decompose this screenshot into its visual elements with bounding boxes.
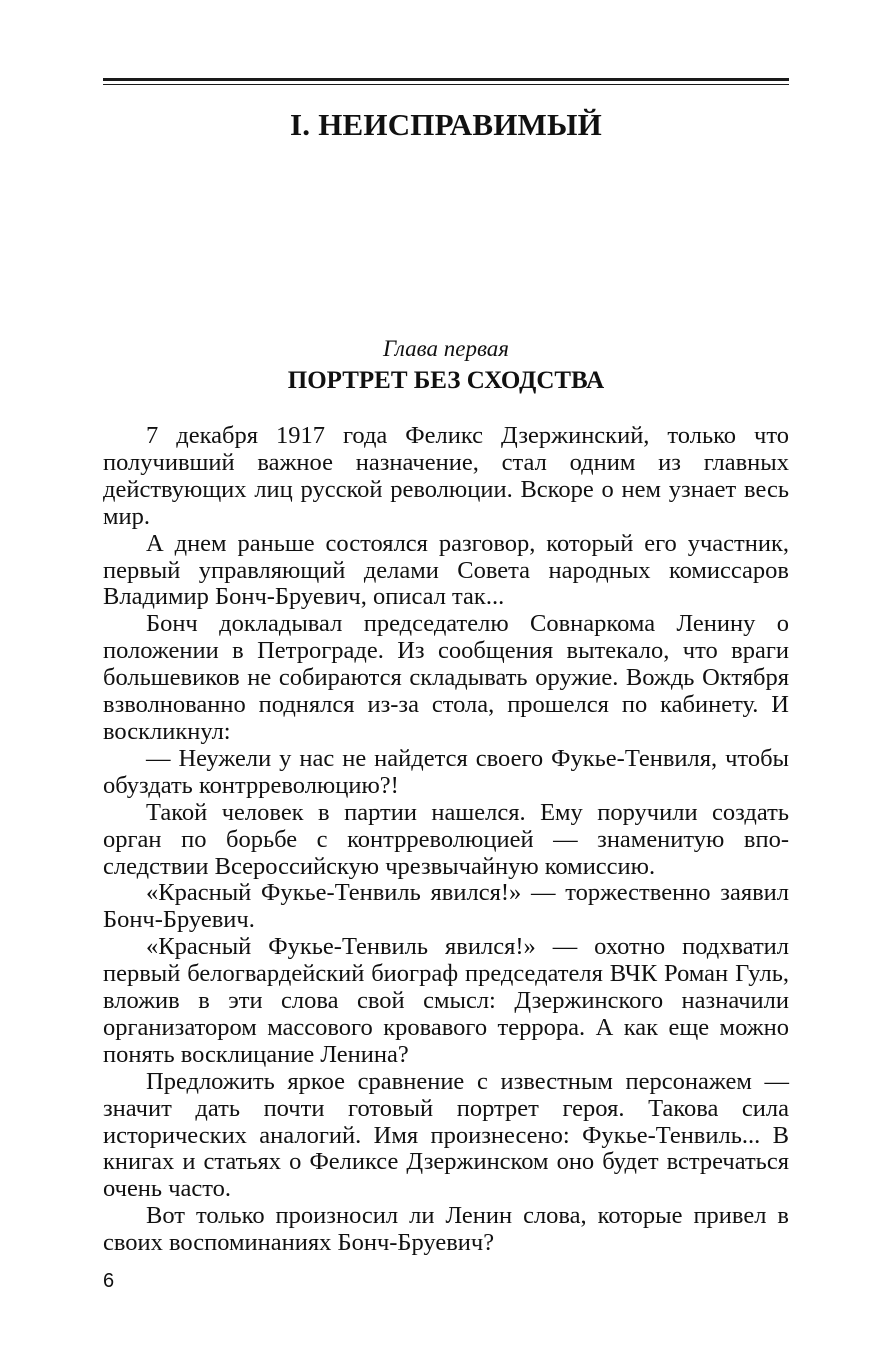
paragraph: «Красный Фукье-Тенвиль явился!» — охотно подхватил первый белогвардейский биограф председателя ВЧК Роман Гуль, вложив в эти слова свой смысл: Дзержинского назначили организатором массового кровавого террора. А как еще можно понять восклицание Ленина? — [103, 933, 789, 1068]
paragraph: Бонч докладывал председателю Совнаркома Ленину о положении в Петрограде. Из сообщения вытекало, что враги большевиков не собираются складывать оружие. Вождь Октября взволнованно поднялся из-за стола, прошелся по кабинету. И воскликнул: — [103, 610, 789, 745]
top-rule-thin — [103, 84, 789, 85]
paragraph: Вот только произносил ли Ленин слова, которые привел в своих воспоминаниях Бонч-Бруевич? — [103, 1202, 789, 1257]
chapter-label: Глава первая — [383, 336, 509, 361]
body-text — [103, 423, 789, 1257]
paragraph: «Красный Фукье-Тенвиль явился!» — торжественно заявил Бонч-Бруевич. — [103, 879, 789, 934]
paragraph: — Неужели у нас не найдется своего Фукье-Тенвиля, чтобы обуздать контрреволюцию?! — [103, 744, 789, 799]
page-number: 6 — [103, 1270, 115, 1292]
top-rule-thick — [103, 78, 789, 81]
paragraph: 7 декабря 1917 года Феликс Дзержинский, только что получивший важное назначение, стал одним из главных действующих лиц русской революции. Вскоре о нем узнает весь мир. — [103, 422, 789, 530]
paragraph: А днем раньше состоялся разговор, который его участник, первый управляющий делами Совета народных комиссаров Владимир Бонч-Бруевич, описал так... — [103, 529, 789, 611]
paragraph: Такой человек в партии нашелся. Ему поручили создать орган по борьбе с контрреволюцией — знаменитую впоследствии Всероссийскую чрезвычайную комиссию. — [103, 798, 789, 880]
paragraph: Предложить яркое сравнение с известным персонажем — значит дать почти готовый портрет героя. Такова сила исторических аналогий. Имя произнесено: Фукье-Тенвиль... В книгах и статьях о Феликсе Дзержинском оно будет встречаться очень часто. — [103, 1067, 789, 1203]
chapter-title: ПОРТРЕТ БЕЗ СХОДСТВА — [287, 367, 605, 394]
part-title: I. НЕИСПРАВИМЫЙ — [290, 107, 602, 142]
